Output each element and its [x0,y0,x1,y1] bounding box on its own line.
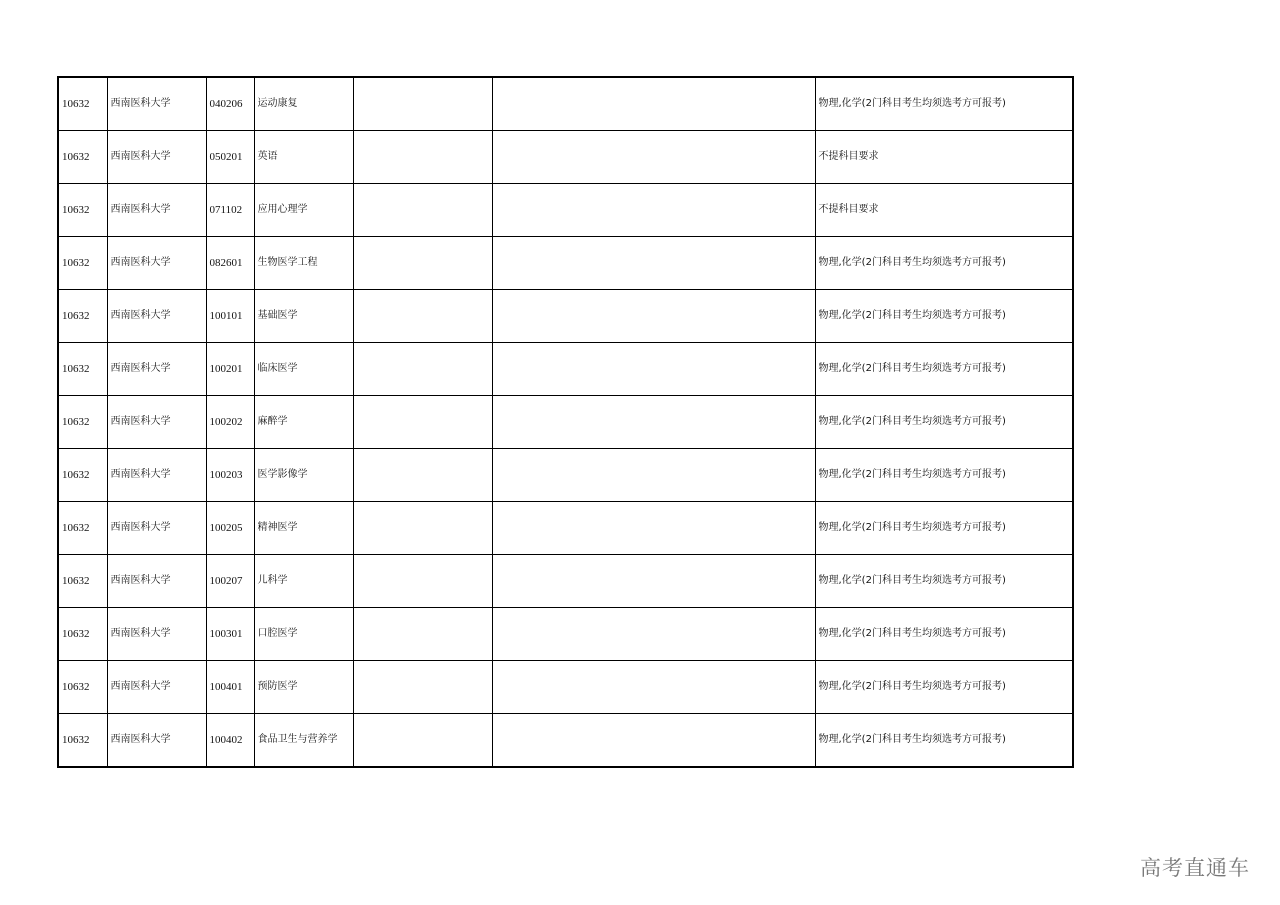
school-name-cell: 西南医科大学 [107,343,206,396]
major-code-cell: 082601 [206,237,254,290]
empty-cell [492,131,815,184]
major-code-cell: 100205 [206,502,254,555]
table-row [58,449,1073,502]
table-row [58,502,1073,555]
watermark-text: 高考直通车 [1140,856,1250,880]
empty-cell [353,184,492,237]
subject-requirement-cell: 物理,化学(2门科目考生均须选考方可报考) [815,77,1073,131]
table-row [58,714,1073,768]
table-row [58,77,1073,131]
major-code-cell: 040206 [206,77,254,131]
table-row [58,131,1073,184]
major-name-cell: 预防医学 [254,661,353,714]
empty-cell [492,502,815,555]
empty-cell [353,449,492,502]
school-code-cell: 10632 [58,449,107,502]
major-name-cell: 精神医学 [254,502,353,555]
school-code-cell: 10632 [58,555,107,608]
empty-cell [492,661,815,714]
table-row [58,343,1073,396]
school-name-cell: 西南医科大学 [107,290,206,343]
major-name-cell: 临床医学 [254,343,353,396]
major-code-cell: 100207 [206,555,254,608]
empty-cell [492,608,815,661]
empty-cell [492,555,815,608]
school-code-cell: 10632 [58,131,107,184]
major-code-cell: 071102 [206,184,254,237]
empty-cell [492,290,815,343]
major-name-cell: 医学影像学 [254,449,353,502]
school-name-cell: 西南医科大学 [107,131,206,184]
major-code-cell: 100101 [206,290,254,343]
school-name-cell: 西南医科大学 [107,661,206,714]
school-name-cell: 西南医科大学 [107,555,206,608]
empty-cell [353,343,492,396]
major-code-cell: 100201 [206,343,254,396]
school-code-cell: 10632 [58,343,107,396]
major-name-cell: 应用心理学 [254,184,353,237]
school-name-cell: 西南医科大学 [107,502,206,555]
major-code-cell: 050201 [206,131,254,184]
empty-cell [492,343,815,396]
empty-cell [353,714,492,768]
subject-requirement-cell: 物理,化学(2门科目考生均须选考方可报考) [815,714,1073,768]
major-name-cell: 英语 [254,131,353,184]
major-code-cell: 100203 [206,449,254,502]
subject-requirement-cell: 物理,化学(2门科目考生均须选考方可报考) [815,290,1073,343]
table-row [58,184,1073,237]
subject-requirement-cell: 不提科目要求 [815,184,1073,237]
subject-requirement-cell: 物理,化学(2门科目考生均须选考方可报考) [815,449,1073,502]
school-code-cell: 10632 [58,77,107,131]
table-row [58,237,1073,290]
empty-cell [353,290,492,343]
subject-requirement-cell: 物理,化学(2门科目考生均须选考方可报考) [815,555,1073,608]
school-name-cell: 西南医科大学 [107,237,206,290]
empty-cell [353,237,492,290]
table-body [58,77,1073,767]
school-code-cell: 10632 [58,502,107,555]
major-code-cell: 100401 [206,661,254,714]
major-name-cell: 食品卫生与营养学 [254,714,353,768]
empty-cell [492,184,815,237]
school-code-cell: 10632 [58,661,107,714]
empty-cell [492,449,815,502]
empty-cell [492,396,815,449]
school-name-cell: 西南医科大学 [107,608,206,661]
major-code-cell: 100402 [206,714,254,768]
empty-cell [353,661,492,714]
major-requirements-table [57,76,1074,768]
table-row [58,396,1073,449]
table-row [58,290,1073,343]
empty-cell [492,77,815,131]
school-name-cell: 西南医科大学 [107,184,206,237]
school-code-cell: 10632 [58,608,107,661]
major-code-cell: 100202 [206,396,254,449]
major-code-cell: 100301 [206,608,254,661]
major-name-cell: 儿科学 [254,555,353,608]
school-code-cell: 10632 [58,290,107,343]
table-row [58,555,1073,608]
major-name-cell: 麻醉学 [254,396,353,449]
empty-cell [353,502,492,555]
empty-cell [353,77,492,131]
major-name-cell: 基础医学 [254,290,353,343]
table-row [58,608,1073,661]
school-code-cell: 10632 [58,237,107,290]
empty-cell [353,555,492,608]
subject-requirement-cell: 物理,化学(2门科目考生均须选考方可报考) [815,502,1073,555]
school-name-cell: 西南医科大学 [107,77,206,131]
school-name-cell: 西南医科大学 [107,714,206,768]
empty-cell [353,396,492,449]
subject-requirement-cell: 物理,化学(2门科目考生均须选考方可报考) [815,661,1073,714]
major-name-cell: 运动康复 [254,77,353,131]
empty-cell [353,131,492,184]
subject-requirement-cell: 物理,化学(2门科目考生均须选考方可报考) [815,396,1073,449]
subject-requirement-cell: 物理,化学(2门科目考生均须选考方可报考) [815,608,1073,661]
school-code-cell: 10632 [58,396,107,449]
empty-cell [492,714,815,768]
school-name-cell: 西南医科大学 [107,396,206,449]
subject-requirement-cell: 物理,化学(2门科目考生均须选考方可报考) [815,343,1073,396]
major-name-cell: 生物医学工程 [254,237,353,290]
table-row [58,661,1073,714]
school-name-cell: 西南医科大学 [107,449,206,502]
major-name-cell: 口腔医学 [254,608,353,661]
school-code-cell: 10632 [58,184,107,237]
empty-cell [492,237,815,290]
subject-requirement-cell: 物理,化学(2门科目考生均须选考方可报考) [815,237,1073,290]
school-code-cell: 10632 [58,714,107,768]
empty-cell [353,608,492,661]
subject-requirement-cell: 不提科目要求 [815,131,1073,184]
